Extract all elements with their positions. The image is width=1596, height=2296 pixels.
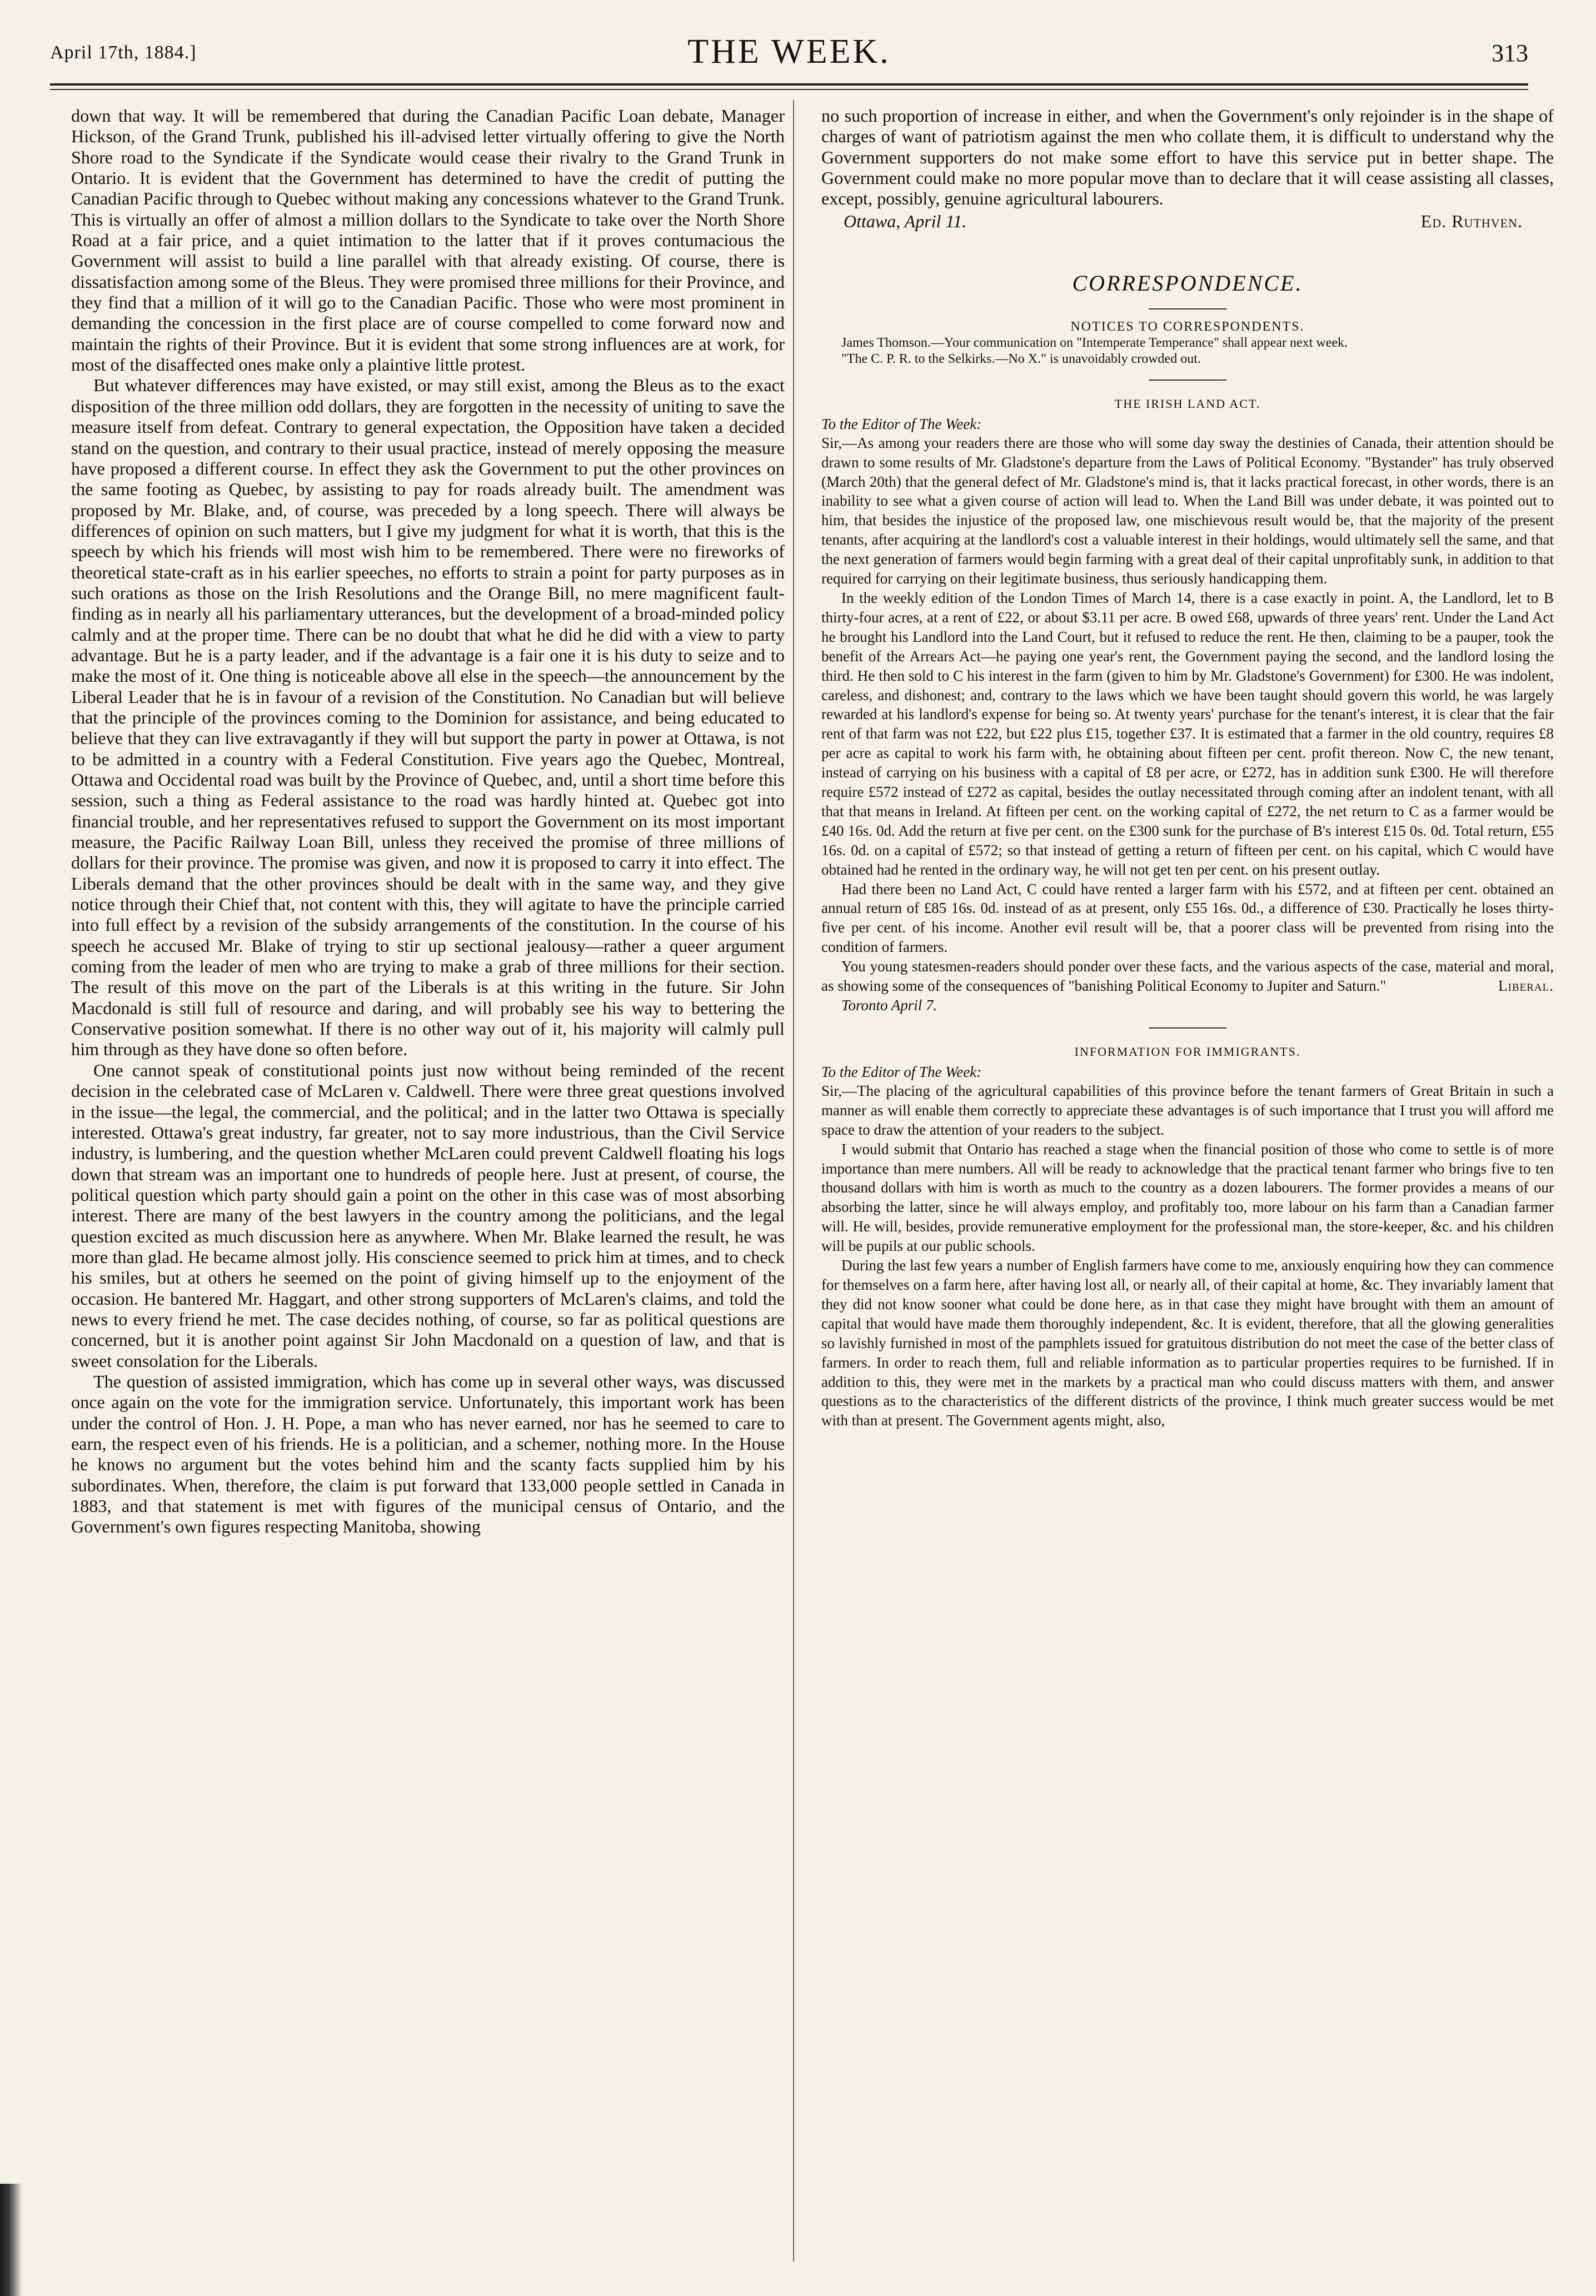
ottawa-letter-conclusion (821, 106, 1554, 209)
divider (1149, 1027, 1226, 1029)
notice-item: "The C. P. R. to the Selkirks.—No X." is unavoidably crowded out. (841, 351, 1201, 366)
header-rule (50, 83, 1528, 86)
column-divider (793, 100, 794, 2262)
letter-signature: Liberal. (1498, 977, 1554, 995)
scan-edge-shadow (0, 2184, 22, 2296)
masthead-title: THE WEEK. (687, 33, 891, 71)
dateline: Ottawa, April 11. (844, 211, 967, 231)
divider (1149, 308, 1226, 310)
letter-paragraph: In the weekly edition of the London Times of March 14, there is a case exactly in point. A, the Landlord, let to B thirty-four acres, at a rent of £22, or about $3.11 per acre. B owed £68, upwards of three years' rent. Under the Land Act he brought his Landlord into the Land Court, but it refused to reduce the rent. He then, claiming to be a pauper, took the benefit of the Arrears Act—he paying one year's rent, the Government paying the second, and the landlord losing the third. He then sold to C his interest in the farm (given to him by Mr. Gladstone's Government) for £300. He was indolent, careless, and dishonest; and, contrary to the laws which we have been taught should govern this world, he was largely rewarded at his landlord's expense for being so. At twenty years' purchase for the tenant's interest, it is clear that the fair rent of that farm was not £22, but £22 plus £15, together £37. It is estimated that a farmer in the old country, requires £8 per acre as capital to work his farm with, he obtaining about fifteen per cent. profit thereon. Now C, the new tenant, instead of carrying on his business with a capital of £8 per acre, or £272, has in addition sunk £300. He will therefore require £572 instead of £272 as capital, besides the outlay necessitated through coming after an indolent tenant, with all that that means in Ireland. At fifteen per cent. on the working capital of £272, the net return to C as a farmer would be £40 16s. 0d. Add the return at five per cent. on the £300 sunk for the purchase of B's interest £15 0s. 0d. Total return, £55 16s. 0d. on a capital of £572; so that instead of getting a return of fifteen per cent. on his capital, which C would have obtained had he rented in the ordinary way, he will not get ten per cent. on his present outlay. (821, 589, 1554, 878)
right-column (821, 106, 1554, 2262)
letter-paragraph: Sir,—As among your readers there are those who will some day sway the destinies of Canada, their attention should be drawn to some results of Mr. Gladstone's departure from the Laws of Political Economy. "Bystander" has truly observed (March 20th) that the general defect of Mr. Gladstone's mind is, that it lacks practical forecast, in other words, there is an inability to see what a given course of action will lead to. When the Land Bill was under debate, it was pointed out to him, that besides the injustice of the proposed law, one mischievous result would be, that the majority of the present tenants, after acquiring at the landlord's cost a valuable interest in their holdings, would ultimately sell the same, and that the next generation of farmers would begin farming with a great deal of their capital unprofitably sunk, in addition to that required for carrying on their legitimate business, thus seriously handicapping them. (821, 434, 1554, 587)
letter-paragraph: Sir,—The placing of the agricultural capabilities of this province before the tenant farmers of Great Britain in such a manner as will enable them correctly to appreciate these advantages is of such importance that I trust you will afford me space to draw the attention of your readers to the subject. (821, 1082, 1554, 1138)
letter-paragraph: I would submit that Ontario has reached a stage when the financial position of those who come to settle is of more importance than mere numbers. All will be ready to acknowledge that the practical tenant farmer who brings five to ten thousand dollars with him is worth as much to the country as a dozen labourers. The former provides a means of our absorbing the latter, since he will always employ, and profitably too, more labour on his farm than a Canadian farmer will. He will, besides, provide remunerative employment for the professional man, the store-keeper, &c. and his children will be pupils at our public schools. (821, 1140, 1554, 1255)
article-paragraph: One cannot speak of constitutional points just now without being reminded of the recent decision in the celebrated case of McLaren v. Caldwell. There were three great questions involved in the issue—the legal, the commercial, and the political; and in the latter two Ottawa is specially interested. Ottawa's great industry, far greater, not to say more industrious, than the Civil Service industry, is lumbering, and the question whether McLaren could prevent Caldwell floating his logs down that stream was an important one to hundreds of people here. Just at present, of course, the political question which party should gain a point on the other in this case was of most absorbing interest. There are many of the best lawyers in the country among the politicians, and the legal question excited as much discussion here as anywhere. When Mr. Blake learned the result, he was more than glad. He became almost jolly. His conscience seemed to prick him at times, and to check his smiles, but at others he seemed on the point of giving himself up to the enjoyment of the occasion. He bantered Mr. Haggart, and other strong supporters of McLaren's claims, and told the news to every friend he met. The case decides nothing, of course, so far as political questions are concerned, but it is another point against Sir John Macdonald on a question of law, and that is sweet consolation for the Liberals. (71, 1060, 785, 1371)
divider (1149, 380, 1226, 381)
letter-body (821, 433, 1554, 1015)
issue-date: April 17th, 1884.] (50, 42, 197, 63)
letter-paragraph: During the last few years a number of English farmers have come to me, anxiously enquiring how they can commence for themselves on a farm here, after having lost all, or nearly all, of their capital at home, &c. They invariably lament that they did not know sooner what could be done here, as in that case they might have brought with them an amount of capital that would have made them thoroughly independent, &c. It is evident, therefore, that all the glowing generalities so lavishly furnished in most of the pamphlets issued for gratuitous distribution do not meet the case of the better class of farmers. In order to reach them, full and reliable information as to particular properties requires to be furnished. If in addition to this, they were met in the markets by a practical man who could discuss matters with them, and answer questions as to the characteristics of the different districts of the province, I think much greater success would be met with than at present. The Government agents might, also, (821, 1257, 1554, 1429)
notices-heading: NOTICES TO CORRESPONDENTS. (1070, 319, 1305, 334)
ottawa-letter-signature-line (821, 211, 1554, 234)
header-rule-thin (50, 89, 1528, 90)
letter-salutation: To the Editor of The Week: (821, 415, 982, 432)
author-signature: Ed. Ruthven. (1420, 211, 1523, 231)
page-number: 313 (1492, 39, 1528, 67)
article-paragraph: down that way. It will be remembered that during the Canadian Pacific Loan debate, Manager Hickson, of the Grand Trunk, published his ill-advised letter virtually offering to give the North Shore road to the Syndicate if the Syndicate would cease their rivalry to the Grand Trunk in Ontario. It is evident that the Government has determined to have the credit of putting the Canadian Pacific through to Quebec without making any concessions whatever to the Grand Trunk. This is virtually an offer of almost a million dollars to the Syndicate to take over the North Shore Road at a fair price, and a quiet intimation to the latter that if it proves contumacious the Government will assist to build a line parallel with that already existing. Of course, there is dissatisfaction among some of the Bleus. They were promised three millions for their Province, and they find that a million of it will go to the Canadian Pacific. Those who were most prominent in demanding the concession in the first place are of course compelled to come forward now and maintain the rights of their Province. But it is evident that some strong influences are at work, for most of the disaffected ones make only a plaintive little protest. (71, 106, 785, 375)
page-header (50, 20, 1528, 81)
letter-title: INFORMATION FOR IMMIGRANTS. (1074, 1044, 1301, 1059)
letter-dateline: Toronto April 7. (841, 997, 937, 1014)
left-column (71, 106, 785, 2262)
notices-list (821, 335, 1554, 367)
article-paragraph: The question of assisted immigration, which has come up in several other ways, was discussed once again on the vote for the immigration service. Unfortunately, this important work has been under the control of Hon. J. H. Pope, a man who has never earned, nor has he seemed to care to earn, the respect even of his friends. He is a politician, and a schemer, nothing more. In the House he knows no argument but the votes behind him and the scanty facts supplied him by his subordinates. When, therefore, the claim is put forward that 133,000 people settled in Canada in 1883, and that statement is met with figures of the municipal census of Ontario, and the Government's own figures respecting Manitoba, showing (71, 1371, 785, 1537)
letter-closing-text: You young statesmen-readers should ponder over these facts, and the various aspects of the case, material and moral, as showing some of the consequences of "banishing Political Economy to Jupiter and Saturn." (821, 958, 1554, 995)
section-title: CORRESPONDENCE. (1072, 270, 1303, 296)
letter-paragraph: Had there been no Land Act, C could have rented a larger farm with his £572, and at fifteen per cent. obtained an annual return of £85 16s. 0d. instead of as at present, only £55 16s. 0d., a difference of £30. Practically he loses thirty-five per cent. of his income. Another evil result will be, that a poorer class will be prevented from rising into the condition of farmers. (821, 880, 1554, 956)
article-paragraph: But whatever differences may have existed, or may still exist, among the Bleus as to the exact disposition of the three million odd dollars, they are forgotten in the necessity of uniting to save the measure itself from defeat. Contrary to general expectation, the Opposition have taken a decided stand on the question, and contrary to their usual practice, instead of merely opposing the measure have proposed a different course. In effect they ask the Government to put the other provinces on the same footing as Quebec, by assisting to pay for roads already built. The amendment was proposed by Mr. Blake, and, of course, was preceded by a long speech. There will always be differences of opinion on such matters, but I give my judgment for what it is worth, that this is the speech by which his friends will most wish him to be remembered. There were no fireworks of theoretical state-craft as in his earlier speeches, no efforts to strain a point for party purposes as in such orations as those on the Irish Resolutions and the Orange Bill, no mere magnificent fault-finding as in nearly all his parliamentary utterances, but the development of a broad-minded policy calmly and at the proper time. There can be no doubt that what he did he did with a view to party advantage. But he is a party leader, and if the advantage is a fair one it is his duty to seize and to make the most of it. One thing is noticeable above all else in the speech—the announcement by the Liberal Leader that he is in favour of a revision of the Constitution. No Canadian but will believe that the principle of the provinces coming to the Dominion for assistance, and being educated to believe that they can live extravagantly if they will but support the party in power at Ottawa, is not to be admitted in a country with a Federal Constitution. Five years ago the Quebec, Montreal, Ottawa and Occidental road was built by the Province of Quebec, and, until a short time before this session, such a thing as Federal assistance to the road was hardly hinted at. Quebec got into financial trouble, and her representatives refused to support the Government on its most important measure, the Pacific Railway Loan Bill, unless they received the promise of three millions of dollars for their province. The promise was given, and now it is proposed to carry it into effect. The Liberals demand that the other provinces should be dealt with in the same way, and they give notice through their Chief that, not content with this, they will agitate to have the principle carried into full effect by a revision of the subsidy arrangements of the constitution. In the course of his speech he accused Mr. Blake of trying to stir up sectional jealousy—rather a queer argument coming from the leader of men who are trying to make a grab of three millions for their section. The result of this move on the part of the Liberals is at this writing in the future. Sir John Macdonald is still full of resource and daring, and will probably see his way to bettering the Conservative position somewhat. If there is no other way out of it, his majority will calmly pull him through as they have done so often before. (71, 375, 785, 1060)
notice-item: James Thomson.—Your communication on "Intemperate Temperance" shall appear next week. (841, 335, 1348, 350)
letter-body (821, 1081, 1554, 1430)
letter-salutation: To the Editor of The Week: (821, 1063, 982, 1080)
article-paragraph: no such proportion of increase in either, and when the Government's only rejoinder is in the shape of charges of want of patriotism against the men who collate them, it is difficult to understand why the Government supporters do not make some effort to have this service put in better shape. The Government could make no more popular move than to declare that it will cease assisting all classes, except, possibly, genuine agricultural labourers. (821, 106, 1554, 209)
letter-title: THE IRISH LAND ACT. (1114, 396, 1261, 411)
letter-paragraph (821, 957, 1554, 996)
